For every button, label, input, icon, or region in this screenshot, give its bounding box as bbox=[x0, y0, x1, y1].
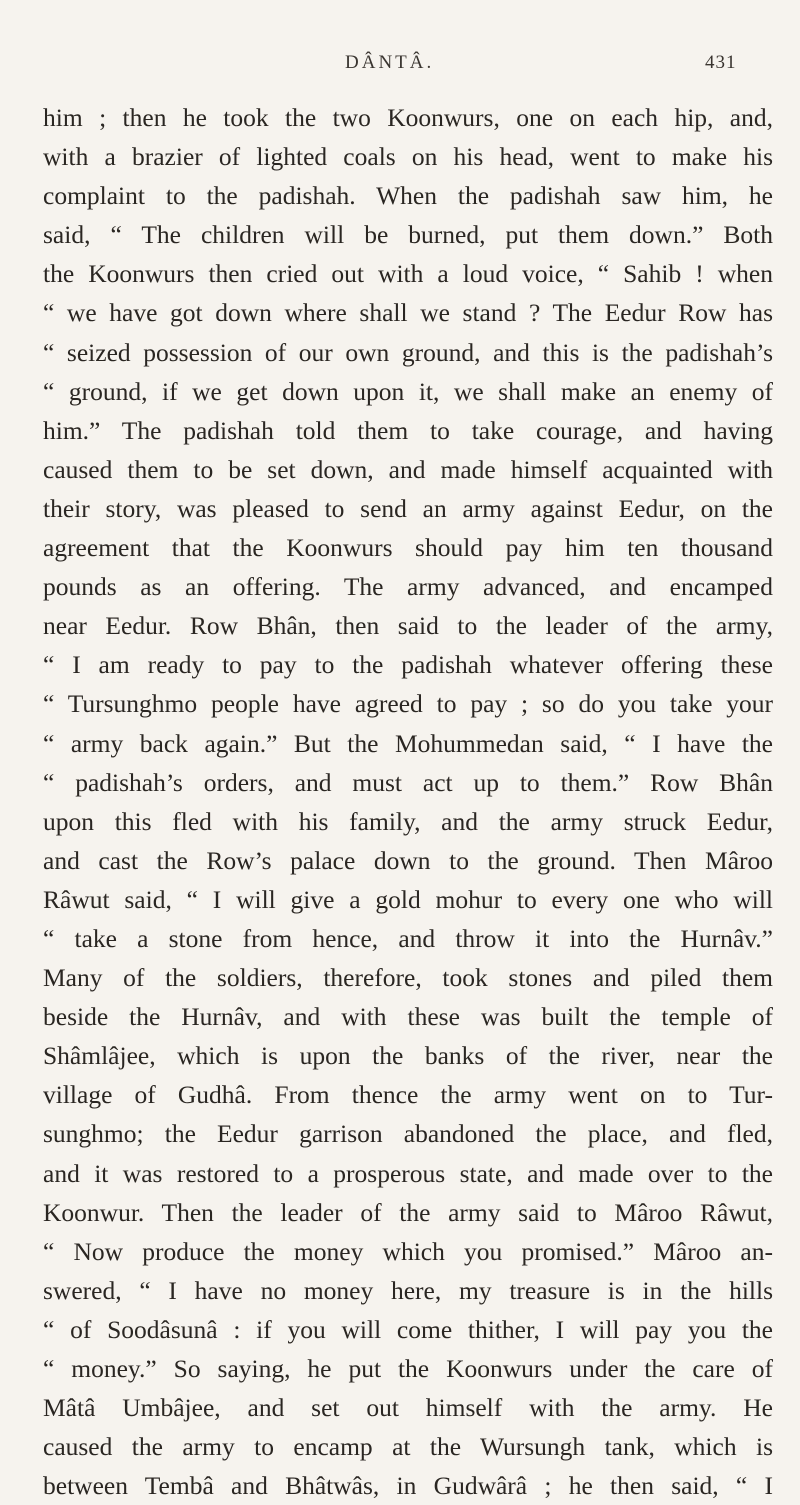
text-line: pounds as an offering. The army advanced, and encamped bbox=[43, 572, 773, 602]
text-line: “ seized possession of our own ground, and this is the padishah’s bbox=[43, 337, 773, 367]
text-line: their story, was pleased to send an army against Eedur, on the bbox=[43, 493, 773, 523]
text-line: between Tembâ and Bhâtwâs, in Gudwârâ ; he then said, “ I bbox=[43, 1471, 773, 1501]
text-line: “ of Soodâsunâ : if you will come thither, I will pay you the bbox=[43, 1314, 773, 1344]
text-line: caused the army to encamp at the Wursungh tank, which is bbox=[43, 1432, 773, 1462]
text-line: him ; then he took the two Koonwurs, one on each hip, and, bbox=[43, 103, 773, 132]
text-line: the Koonwurs then cried out with a loud voice, “ Sahib ! when bbox=[43, 259, 773, 289]
text-line: Râwut said, “ I will give a gold mohur to every one who will bbox=[43, 884, 773, 914]
text-line: beside the Hurnâv, and with these was built the temple of bbox=[43, 1002, 773, 1032]
text-line: “ army back again.” But the Mohummedan said, “ I have the bbox=[43, 728, 773, 758]
text-line: “ money.” So saying, he put the Koonwurs under the care of bbox=[43, 1354, 773, 1383]
text-line: swered, “ I have no money here, my treasure is in the hills bbox=[43, 1275, 773, 1305]
text-line: and it was restored to a prosperous state, and made over to the bbox=[43, 1158, 773, 1188]
text-line: “ padishah’s orders, and must act up to them.” Row Bhân bbox=[43, 767, 773, 797]
text-line: “ Tursunghmo people have agreed to pay ; so do you take your bbox=[43, 689, 773, 719]
text-line: upon this fled with his family, and the army struck Eedur, bbox=[43, 806, 773, 836]
text-line: complaint to the padishah. When the padishah saw him, he bbox=[43, 181, 773, 211]
text-line: Shâmlâjee, which is upon the banks of the river, near the bbox=[43, 1041, 773, 1071]
text-line: caused them to be set down, and made himself acquainted with bbox=[43, 454, 773, 484]
running-title: DÂNTÂ. bbox=[345, 52, 435, 73]
text-line: “ I am ready to pay to the padishah whatever offering these bbox=[43, 650, 773, 680]
text-line: and cast the Row’s palace down to the ground. Then Mâroo bbox=[43, 845, 773, 875]
text-line: village of Gudhâ. From thence the army went on to Tur- bbox=[43, 1080, 773, 1110]
text-line: Koonwur. Then the leader of the army said to Mâroo Râwut, bbox=[43, 1197, 773, 1227]
page-number: 431 bbox=[705, 52, 737, 73]
text-line: Mâtâ Umbâjee, and set out himself with the army. He bbox=[43, 1393, 773, 1423]
text-line: Many of the soldiers, therefore, took stones and piled them bbox=[43, 963, 773, 993]
page-header bbox=[0, 52, 800, 82]
text-line: said, “ The children will be burned, put them down.” Both bbox=[43, 220, 773, 250]
text-line: him.” The padishah told them to take courage, and having bbox=[43, 415, 773, 445]
text-line: agreement that the Koonwurs should pay him ten thousand bbox=[43, 533, 773, 563]
text-line: near Eedur. Row Bhân, then said to the leader of the army, bbox=[43, 611, 773, 641]
text-line: “ we have got down where shall we stand ? The Eedur Row has bbox=[43, 298, 773, 328]
text-line: “ take a stone from hence, and throw it into the Hurnâv.” bbox=[43, 923, 773, 953]
text-line: “ Now produce the money which you promised.” Mâroo an- bbox=[43, 1236, 773, 1266]
text-line: sunghmo; the Eedur garrison abandoned the place, and fled, bbox=[43, 1119, 773, 1149]
body-text bbox=[43, 98, 773, 1505]
text-line: with a brazier of lighted coals on his head, went to make his bbox=[43, 142, 773, 172]
text-line: “ ground, if we get down upon it, we shall make an enemy of bbox=[43, 376, 773, 406]
